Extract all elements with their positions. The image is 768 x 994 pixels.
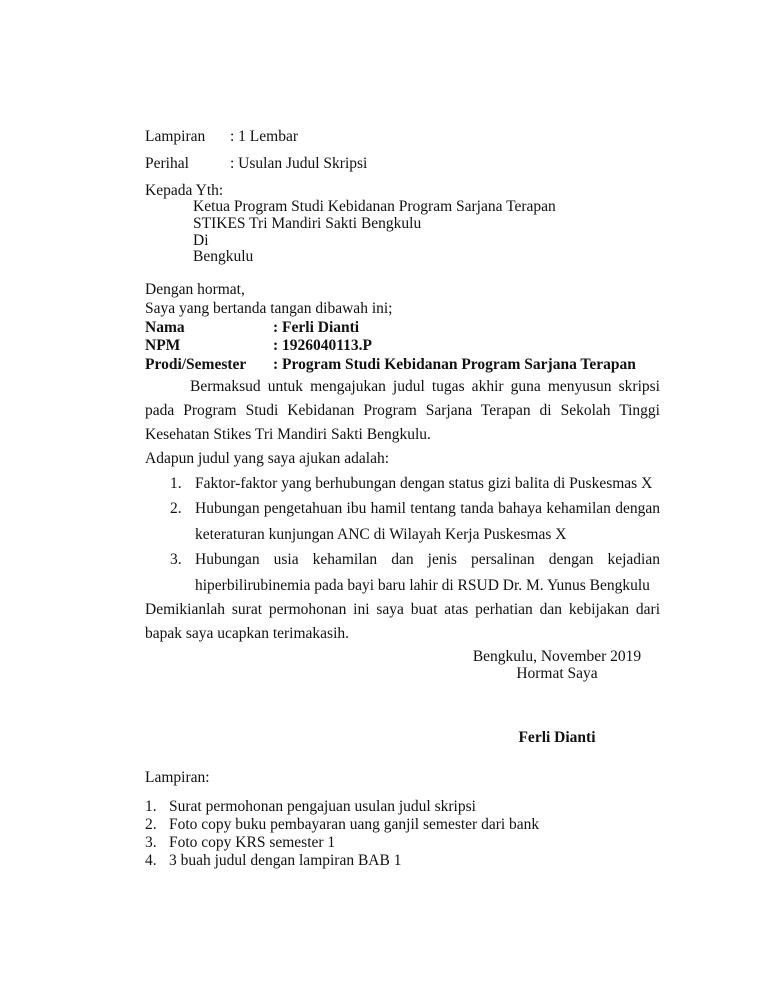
identity-value: : 1926040113.P <box>273 337 373 355</box>
identity-label: Prodi/Semester <box>145 356 247 373</box>
signature-name: Ferli Dianti <box>518 728 596 746</box>
signature-place-date: Bengkulu, November 2019 <box>472 648 642 666</box>
proposed-title-item <box>145 547 660 598</box>
item-text: Hubungan usia kehamilan dan jenis persalinan dengan kejadian hiperbilirubinemia pada bayi baru lahir di RSUD Dr. M. Yunus Bengkulu <box>195 551 660 594</box>
attachment-item <box>145 834 660 852</box>
item-text: Faktor-faktor yang berhubungan dengan status gizi balita di Puskesmas X <box>195 474 653 492</box>
signature-space <box>462 683 652 730</box>
recipient-line: STIKES Tri Mandiri Sakti Bengkulu <box>193 214 422 232</box>
proposed-title-item <box>145 471 660 497</box>
identity-value: : Ferli Dianti <box>273 318 360 336</box>
recipient-block <box>145 182 660 266</box>
salutation-line: Saya yang bertanda tangan dibawah ini; <box>145 299 393 317</box>
recipient-intro: Kepada Yth: <box>145 182 224 199</box>
recipient-line: Bengkulu <box>193 248 254 266</box>
identity-label: Nama <box>145 318 185 336</box>
item-text: Foto copy buku pembayaran uang ganjil semester dari bank <box>169 815 540 833</box>
item-number: 3. <box>145 834 157 851</box>
signature-block <box>462 649 652 746</box>
salutation-line: Dengan hormat, <box>145 281 245 299</box>
recipient-line: Di <box>193 231 209 249</box>
identity-row-nama <box>145 319 660 338</box>
identity-label: NPM <box>145 337 181 355</box>
meta-value: : Usulan Judul Skripsi <box>230 155 368 172</box>
item-number: 1. <box>145 797 157 815</box>
meta-field-perihal <box>145 155 660 172</box>
proposed-titles-intro: Adapun judul yang saya ajukan adalah: <box>145 449 390 467</box>
item-number: 2. <box>170 500 182 518</box>
closing-paragraph: Demikianlah surat permohonan ini saya buat atas perhatian dan kebijakan dari bapak saya ucapkan terimakasih. <box>145 601 660 643</box>
item-number: 4. <box>145 852 157 870</box>
signature-greeting: Hormat Saya <box>516 665 598 682</box>
salutation-block <box>145 281 660 318</box>
meta-label: Lampiran <box>145 128 206 145</box>
identity-block <box>145 319 660 375</box>
attachment-item <box>145 816 660 834</box>
proposed-titles-list <box>145 471 660 599</box>
identity-value: : Program Studi Kebidanan Program Sarjana Terapan <box>273 356 636 373</box>
meta-value: : 1 Lembar <box>230 128 299 145</box>
letter-meta <box>145 128 660 172</box>
attachments-title: Lampiran: <box>145 768 210 786</box>
item-number: 1. <box>170 474 182 492</box>
meta-field-lampiran <box>145 128 660 145</box>
attachments-list <box>145 798 660 871</box>
item-number: 3. <box>170 551 182 569</box>
recipient-lines <box>193 199 660 266</box>
item-text: Hubungan pengetahuan ibu hamil tentang tanda bahaya kehamilan dengan keteraturan kunjungan ANC di Wilayah Kerja Puskesmas X <box>195 500 660 543</box>
identity-row-npm <box>145 337 660 356</box>
attachment-item <box>145 852 660 870</box>
body-paragraph: Bermaksud untuk mengajukan judul tugas akhir guna menyusun skripsi pada Program Studi Kebidanan Program Sarjana Terapan di Sekolah Tinggi Kesehatan Stikes Tri Mandiri Sakti Bengkulu. <box>145 377 660 443</box>
item-text: Foto copy KRS semester 1 <box>169 834 336 851</box>
attachment-item <box>145 798 660 816</box>
recipient-line: Ketua Program Studi Kebidanan Program Sarjana Terapan <box>193 198 556 215</box>
item-text: 3 buah judul dengan lampiran BAB 1 <box>169 852 402 870</box>
item-number: 2. <box>145 815 157 833</box>
identity-row-prodi <box>145 356 660 375</box>
proposed-title-item <box>145 496 660 547</box>
meta-label: Perihal <box>145 155 189 172</box>
item-text: Surat permohonan pengajuan usulan judul skripsi <box>169 797 476 815</box>
